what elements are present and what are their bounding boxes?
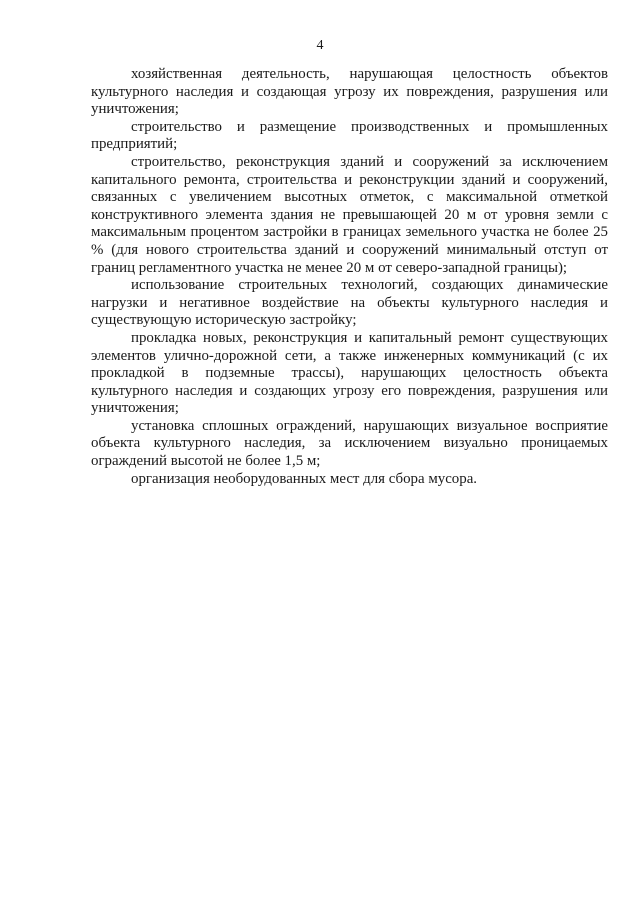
paragraph-industrial-construction: строительство и размещение производственных и промышленных предприятий; <box>91 118 608 153</box>
paragraph-building-reconstruction: строительство, реконструкция зданий и сооружений за исключением капитального ремонта, строительства и реконструкции зданий и сооружений, связанных с увеличением высотных отметок, с максимальной отметкой конструктивного элемента здания не превышающей 20 м от уровня земли с максимальным процентом застройки в границах земельного участка не более 25 % (для нового строительства зданий и сооружений минимальный отступ от границ регламентного участка не менее 20 м от северо-западной границы); <box>91 153 608 276</box>
paragraph-waste-sites: организация необорудованных мест для сбора мусора. <box>131 470 478 487</box>
page-number: 4 <box>316 38 324 53</box>
paragraph-construction-technologies: использование строительных технологий, создающих динамические нагрузки и негативное воздействие на объекты культурного наследия и существующую историческую застройку; <box>91 277 608 329</box>
paragraph-road-network: прокладка новых, реконструкция и капитальный ремонт существующих элементов улично-дорожной сети, а также инженерных коммуникаций (с их прокладкой в подземные трассы), нарушающих целостность объекта культурного наследия и создающих угрозу его повреждения, разрушения или уничтожения; <box>91 329 608 417</box>
body-text <box>91 66 608 488</box>
paragraph-solid-fences: установка сплошных ограждений, нарушающих визуальное восприятие объекта культурного наследия, за исключением визуально проницаемых ограждений высотой не более 1,5 м; <box>91 417 608 470</box>
paragraph-economic-activity: хозяйственная деятельность, нарушающая целостность объектов культурного наследия и создающая угрозу их повреждения, разрушения или уничтожения; <box>91 66 608 118</box>
